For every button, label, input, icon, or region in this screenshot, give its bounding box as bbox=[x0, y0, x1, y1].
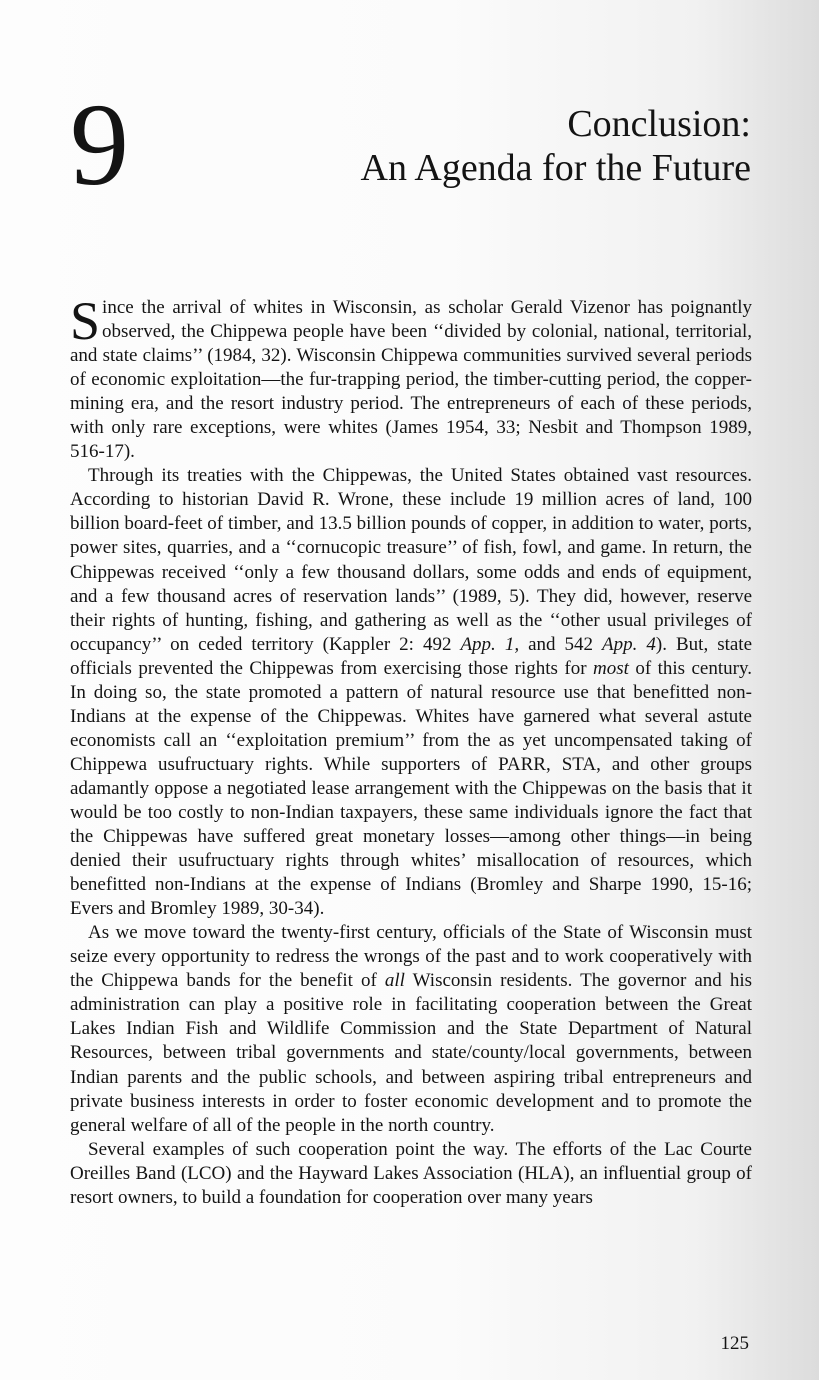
paragraph-2-text-a: Through its treaties with the Chippewas, the United States obtained vast resources. According to historian David R. Wrone, these include 19 million acres of land, 100 billion board-feet of timber, and 13.5 billion pounds of copper, in addition to water, ports, power sites, quarries, and a ‘‘cornucopic treasure’’ of fish, fowl, and game. In return, the Chippewas received ‘‘only a few thousand dollars, some odds and ends of equipment, and a few thousand acres of reservation lands’’ (1989, 5). They did, however, reserve their rights of hunting, fishing, and gathering as well as the ‘‘other usual privileges of occupancy’’ on ceded territory (Kappler 2: 492 bbox=[70, 465, 752, 655]
paragraph-1-text: ince the arrival of whites in Wisconsin, as scholar Gerald Vizenor has poignantly observed, the Chippewa people have been ‘‘divided by colonial, national, territorial, and state claims’’ (1984, 32). Wisconsin Chippewa communities survived several periods of economic exploitation—the fur-trapping period, the timber-cutting period, the copper-mining era, and the resort industry period. The entrepreneurs of each of these periods, with only rare exceptions, were whites (James 1954, 33; Nesbit and Thompson 1989, 516-17). bbox=[70, 297, 752, 463]
paragraph-1 bbox=[70, 291, 752, 464]
paragraph-2-text-d: of this century. In doing so, the state promoted a pattern of natural resource use that benefitted non-Indians at the expense of the Chippewas. Whites have garnered what several astute economists call an ‘‘exploitation premium’’ from the as yet uncompensated taking of Chippewa usufructuary rights. While supporters of PARR, STA, and other groups adamantly oppose a negotiated lease arrangement with the Chippewas on the basis that it would be too costly to non-Indian taxpayers, these same individuals ignore the fact that the Chippewas have suffered great monetary losses—among other things—in being denied their usufructuary rights through whites’ misallocation of resources, which benefitted non-Indians at the expense of Indians (Bromley and Sharpe 1990, 15-16; Evers and Bromley 1989, 30-34). bbox=[70, 657, 752, 920]
page-number: 125 bbox=[720, 1333, 749, 1354]
chapter-title-line1: Conclusion: bbox=[567, 103, 751, 145]
drop-cap: S bbox=[70, 291, 101, 351]
paragraph-2 bbox=[70, 464, 752, 921]
paragraph-2-emphasis-most: most bbox=[592, 657, 629, 679]
paragraph-2-appendix-1: App. 1, bbox=[460, 633, 520, 655]
paragraph-4: Several examples of such cooperation point the way. The efforts of the Lac Courte Oreilles Band (LCO) and the Hayward Lakes Association (HLA), an influential group of resort owners, to build a foundation for cooperation over many years bbox=[70, 1138, 752, 1208]
paragraph-3-text-a: As we move toward the twenty-first century, officials of the State of Wisconsin must seize every opportunity to redress the wrongs of the past and to work cooperatively with the Chippewa bands for the benefit of bbox=[70, 922, 752, 992]
paragraph-3-text-b: Wisconsin residents. The governor and his administration can play a positive role in facilitating cooperation between the Great Lakes Indian Fish and Wildlife Commission and the State Department of Natural Resources, between tribal governments and state/county/local governments, between Indian parents and the public schools, and between aspiring tribal entrepreneurs and private business interests in order to foster economic development and to promote the general welfare of all of the people in the north country. bbox=[70, 970, 752, 1136]
paragraph-3 bbox=[70, 921, 752, 1137]
body-text bbox=[70, 291, 753, 1210]
chapter-title bbox=[361, 102, 751, 190]
chapter-number: 9 bbox=[70, 79, 129, 210]
paragraph-3-emphasis-all: all bbox=[384, 970, 405, 992]
paragraph-2-appendix-4: App. 4 bbox=[602, 633, 656, 655]
paragraph-2-text-b: and 542 bbox=[519, 633, 603, 655]
chapter-title-line2: An Agenda for the Future bbox=[360, 147, 751, 189]
paragraph-2-text-c: ). But, state officials prevented the Chippewas from exercising those rights for bbox=[70, 633, 753, 679]
